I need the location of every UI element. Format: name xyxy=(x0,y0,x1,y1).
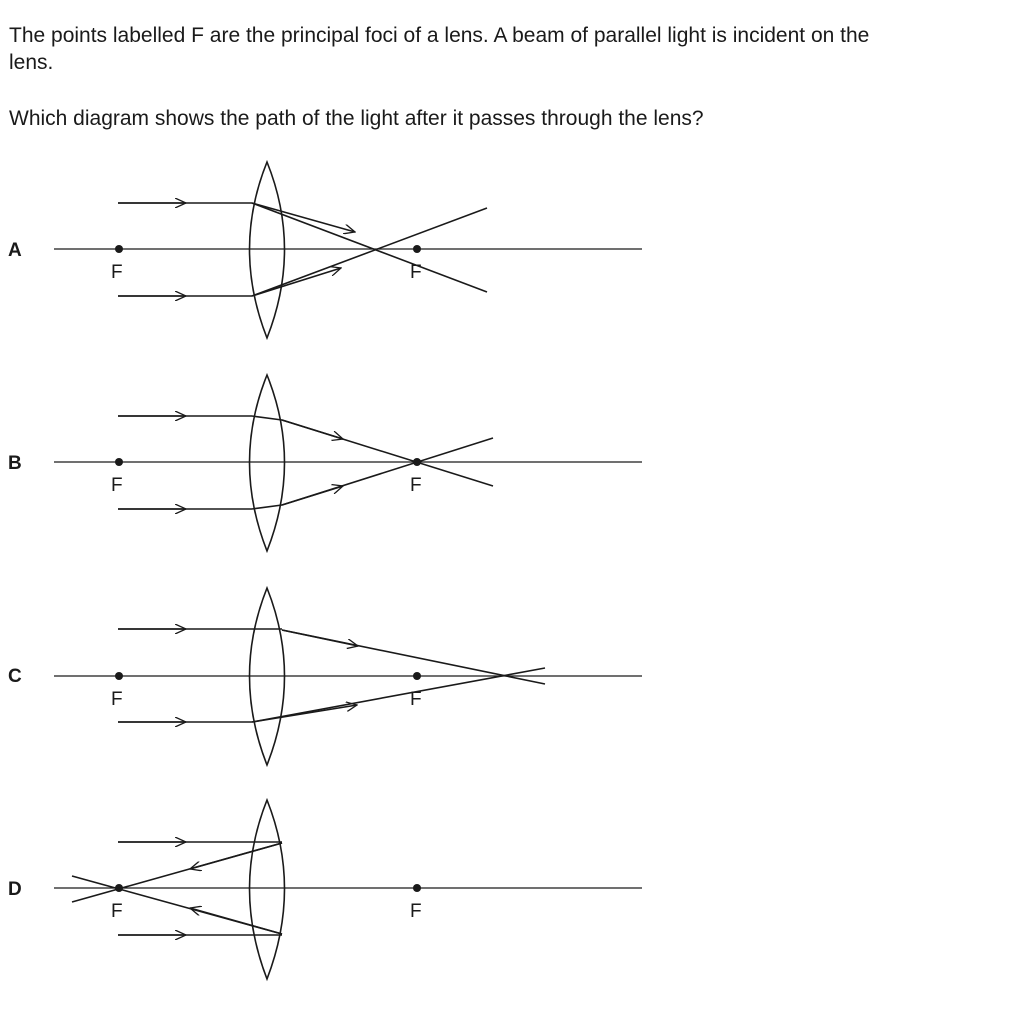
focus-label-a-left: F xyxy=(111,262,123,283)
question-prompt: Which diagram shows the path of the light after it passes through the lens? xyxy=(9,107,704,130)
focus-point-left xyxy=(115,672,123,680)
refracted-ray-bottom-arrow xyxy=(252,268,341,296)
option-label-b: B xyxy=(8,453,22,474)
refracted-ray-bottom-arrow xyxy=(252,705,357,722)
focus-label-b-right: F xyxy=(410,475,422,496)
option-label-d: D xyxy=(8,879,22,900)
focus-point-left xyxy=(115,458,123,466)
option-label-a: A xyxy=(8,240,22,261)
convex-lens xyxy=(250,588,285,765)
refracted-ray-bottom-arrow xyxy=(282,486,343,505)
returned-ray-bottom xyxy=(72,876,282,934)
focus-label-d-right: F xyxy=(410,901,422,922)
focus-point-right xyxy=(413,672,421,680)
refracted-ray-top xyxy=(252,203,487,292)
option-label-c: C xyxy=(8,666,22,687)
question-text xyxy=(9,22,1024,76)
focus-label-d-left: F xyxy=(111,901,123,922)
focus-point-left xyxy=(115,245,123,253)
focus-label-c-left: F xyxy=(111,689,123,710)
diagram-c xyxy=(54,588,642,765)
focus-label-a-right: F xyxy=(410,262,422,283)
refracted-ray-bottom xyxy=(252,668,545,722)
refracted-ray-top-arrow xyxy=(282,420,343,439)
focus-point-right xyxy=(413,245,421,253)
convex-lens xyxy=(250,800,285,979)
diagram-d xyxy=(54,800,642,979)
convex-lens xyxy=(250,375,285,551)
convex-lens xyxy=(250,162,285,338)
question-line-1: The points labelled F are the principal foci of a lens. A beam of parallel light is incident on the xyxy=(9,24,870,47)
focus-point-left xyxy=(115,884,123,892)
refracted-ray-bottom xyxy=(252,208,487,296)
question-line-2: lens. xyxy=(9,51,54,74)
returned-ray-top xyxy=(72,843,282,902)
returned-ray-bottom-arrow xyxy=(190,908,282,934)
focus-point-right xyxy=(413,458,421,466)
refracted-ray-top xyxy=(282,630,545,684)
refracted-ray-top-arrow xyxy=(282,630,358,646)
refracted-ray-top-arrow xyxy=(252,203,355,232)
refracted-ray-bottom xyxy=(282,438,493,505)
diagram-b xyxy=(54,375,642,551)
diagram-a xyxy=(54,162,642,338)
refracted-ray-top xyxy=(282,420,493,486)
focus-label-b-left: F xyxy=(111,475,123,496)
focus-label-c-right: F xyxy=(410,689,422,710)
focus-point-right xyxy=(413,884,421,892)
returned-ray-top-arrow xyxy=(190,843,282,869)
